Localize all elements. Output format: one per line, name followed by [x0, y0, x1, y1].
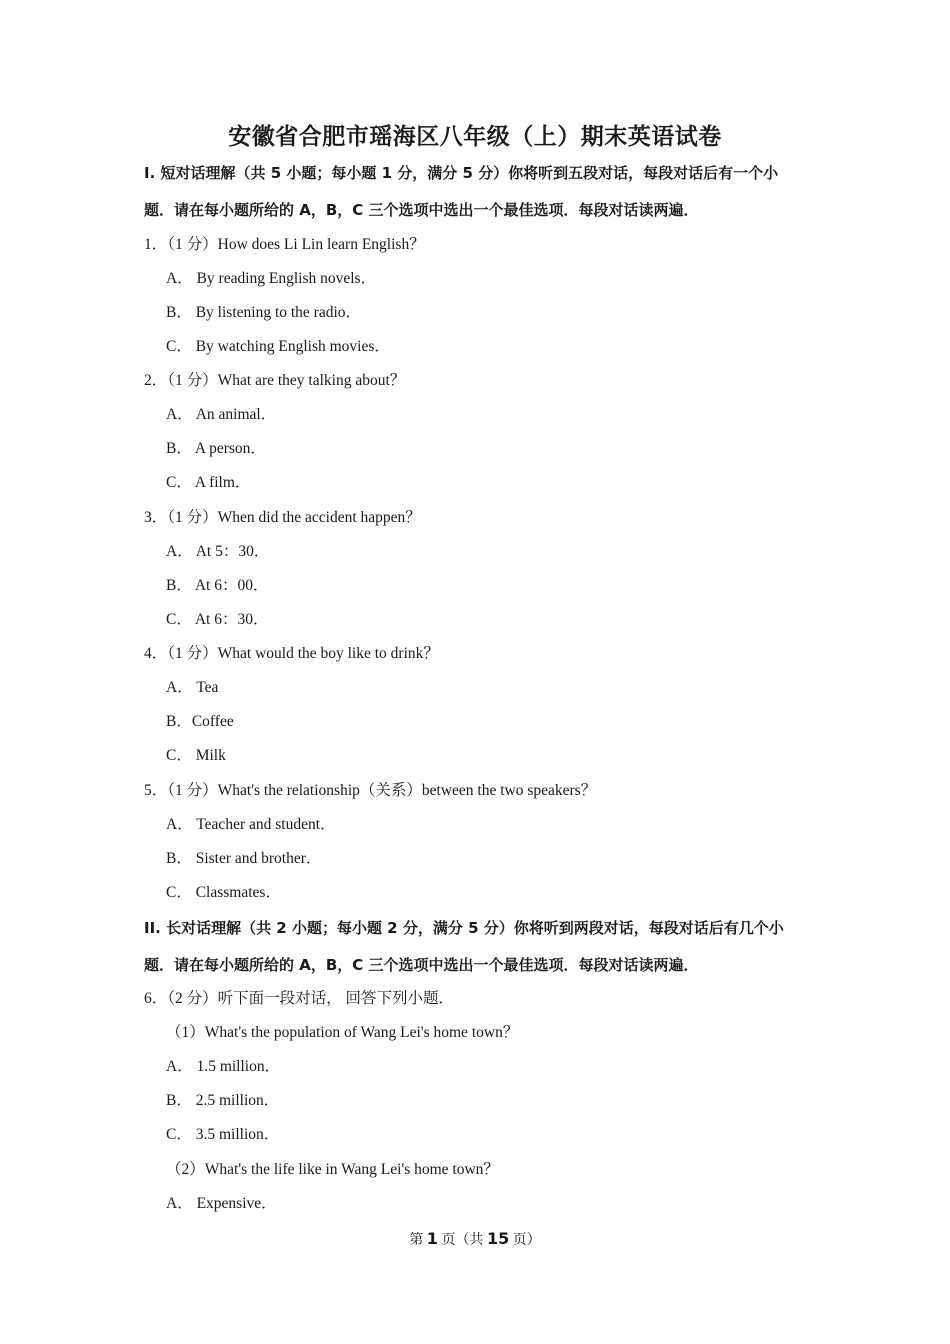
question-5-option-c: C． Classmates． [166, 884, 281, 901]
section-2-heading-cont: 题．请在每小题所给的 A，B，C 三个选项中选出一个最佳选项．每段对话读两遍． [144, 956, 699, 974]
section-1-heading: I. 短对话理解（共 5 小题；每小题 1 分，满分 5 分）你将听到五段对话，每段对话后有一个小 [144, 164, 779, 182]
question-4-stem: 4．（1 分）What would the boy like to drink？ [144, 645, 439, 662]
question-1-option-a: A． By reading English novels． [166, 270, 377, 287]
footer-prefix: 第 [409, 1233, 427, 1248]
section-2-heading: II. 长对话理解（共 2 小题；每小题 2 分，满分 5 分）你将听到两段对话，每段对话后有几个小 [144, 919, 784, 937]
question-2-option-a: A． An animal． [166, 406, 277, 423]
question-4-option-a: A． Tea [166, 679, 219, 696]
footer-middle: 页（共 [437, 1233, 487, 1248]
question-1-option-b: B． By listening to the radio． [166, 304, 362, 321]
question-6-sub-1: （1）What's the population of Wang Lei's home town？ [166, 1024, 519, 1041]
question-6-sub-1-option-c: C． 3.5 million． [166, 1126, 280, 1143]
question-1-option-c: C． By watching English movies． [166, 338, 390, 355]
question-5-option-a: A． Teacher and student． [166, 816, 336, 833]
question-6-sub-2: （2）What's the life like in Wang Lei's home town？ [166, 1161, 499, 1178]
page-footer [0, 1229, 950, 1249]
question-5-stem: 5．（1 分）What's the relationship（关系）between the two speakers？ [144, 782, 597, 799]
question-6-sub-1-option-a: A． 1.5 million． [166, 1058, 281, 1075]
question-4-option-b: B．Coffee [166, 713, 234, 730]
question-2-stem: 2．（1 分）What are they talking about？ [144, 372, 406, 389]
footer-suffix: 页） [509, 1233, 541, 1248]
footer-page-number: 1 [426, 1229, 438, 1248]
footer-total-pages: 15 [486, 1229, 510, 1248]
question-2-option-c: C． A film． [166, 474, 251, 491]
question-6-sub-1-option-b: B． 2.5 million． [166, 1092, 280, 1109]
question-3-stem: 3．（1 分）When did the accident happen？ [144, 509, 421, 526]
question-2-option-b: B． A person． [166, 440, 266, 457]
question-6-stem: 6．（2 分）听下面一段对话， 回答下列小题． [144, 990, 455, 1007]
question-3-option-b: B． At 6：00． [166, 577, 269, 594]
question-6-sub-2-option-a: A． Expensive． [166, 1195, 277, 1212]
section-1-heading-cont: 题．请在每小题所给的 A，B，C 三个选项中选出一个最佳选项．每段对话读两遍． [144, 201, 699, 219]
question-1-stem: 1．（1 分）How does Li Lin learn English？ [144, 236, 425, 253]
question-3-option-c: C． At 6：30． [166, 611, 269, 628]
question-5-option-b: B． Sister and brother． [166, 850, 322, 867]
question-4-option-c: C． Milk [166, 747, 226, 764]
exam-title: 安徽省合肥市瑶海区八年级（上）期末英语试卷 [228, 124, 722, 150]
question-3-option-a: A． At 5：30． [166, 543, 270, 560]
